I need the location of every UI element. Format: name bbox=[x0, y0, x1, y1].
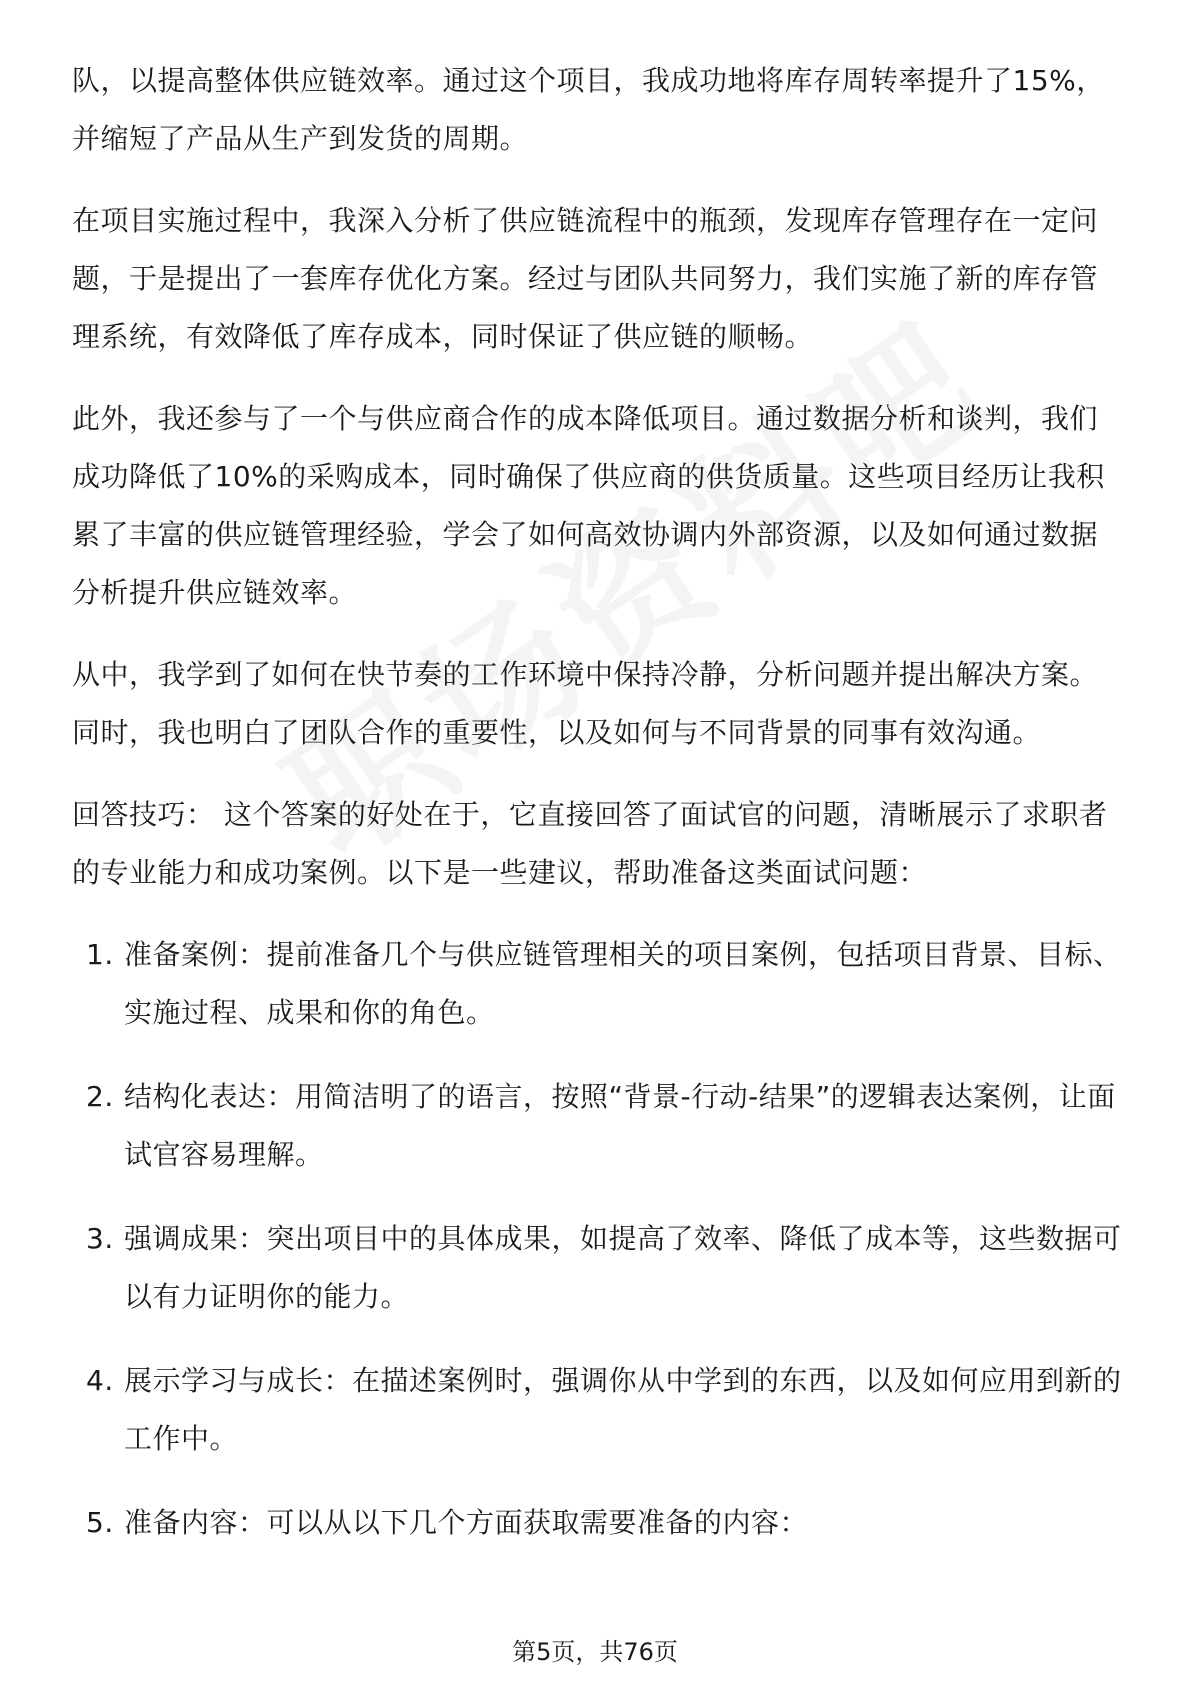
list-item bbox=[72, 1068, 1122, 1184]
list-number: 5. bbox=[86, 1506, 114, 1539]
list-item-text: 强调成果：突出项目中的具体成果，如提高了效率、降低了成本等，这些数据可以有力证明你的能力。 bbox=[124, 1222, 1122, 1313]
paragraph-4: 从中，我学到了如何在快节奏的工作环境中保持冷静，分析问题并提出解决方案。同时，我也明白了团队合作的重要性，以及如何与不同背景的同事有效沟通。 bbox=[72, 658, 1099, 749]
list-item bbox=[72, 1210, 1122, 1326]
list-item bbox=[72, 1352, 1122, 1468]
list-item-text: 展示学习与成长：在描述案例时，强调你从中学到的东西，以及如何应用到新的工作中。 bbox=[124, 1364, 1122, 1455]
page-number-footer: 第5页，共76页 bbox=[512, 1638, 678, 1666]
list-item-text: 准备内容：可以从以下几个方面获取需要准备的内容： bbox=[124, 1506, 809, 1539]
tips-list bbox=[72, 926, 1122, 1552]
list-item bbox=[72, 1494, 1122, 1552]
list-item bbox=[72, 926, 1122, 1042]
list-number: 3. bbox=[86, 1222, 114, 1255]
paragraph-3: 此外，我还参与了一个与供应商合作的成本降低项目。通过数据分析和谈判，我们成功降低了10%的采购成本，同时确保了供应商的供货质量。这些项目经历让我积累了丰富的供应链管理经验，学会了如何高效协调内外部资源，以及如何通过数据分析提升供应链效率。 bbox=[72, 402, 1105, 609]
list-number: 1. bbox=[86, 938, 114, 971]
list-number: 4. bbox=[86, 1364, 114, 1397]
paragraph-1: 队，以提高整体供应链效率。通过这个项目，我成功地将库存周转率提升了15%，并缩短了产品从生产到发货的周期。 bbox=[72, 64, 1105, 155]
document-body bbox=[72, 52, 1122, 1578]
answer-tips-paragraph: 回答技巧： 这个答案的好处在于，它直接回答了面试官的问题，清晰展示了求职者的专业能力和成功案例。以下是一些建议，帮助准备这类面试问题： bbox=[72, 798, 1108, 889]
list-number: 2. bbox=[86, 1080, 114, 1113]
list-item-text: 结构化表达：用简洁明了的语言，按照“背景-行动-结果”的逻辑表达案例，让面试官容易理解。 bbox=[124, 1080, 1116, 1171]
paragraph-2: 在项目实施过程中，我深入分析了供应链流程中的瓶颈，发现库存管理存在一定问题，于是提出了一套库存优化方案。经过与团队共同努力，我们实施了新的库存管理系统，有效降低了库存成本，同时保证了供应链的顺畅。 bbox=[72, 204, 1099, 353]
list-item-text: 准备案例：提前准备几个与供应链管理相关的项目案例，包括项目背景、目标、实施过程、成果和你的角色。 bbox=[124, 938, 1122, 1029]
